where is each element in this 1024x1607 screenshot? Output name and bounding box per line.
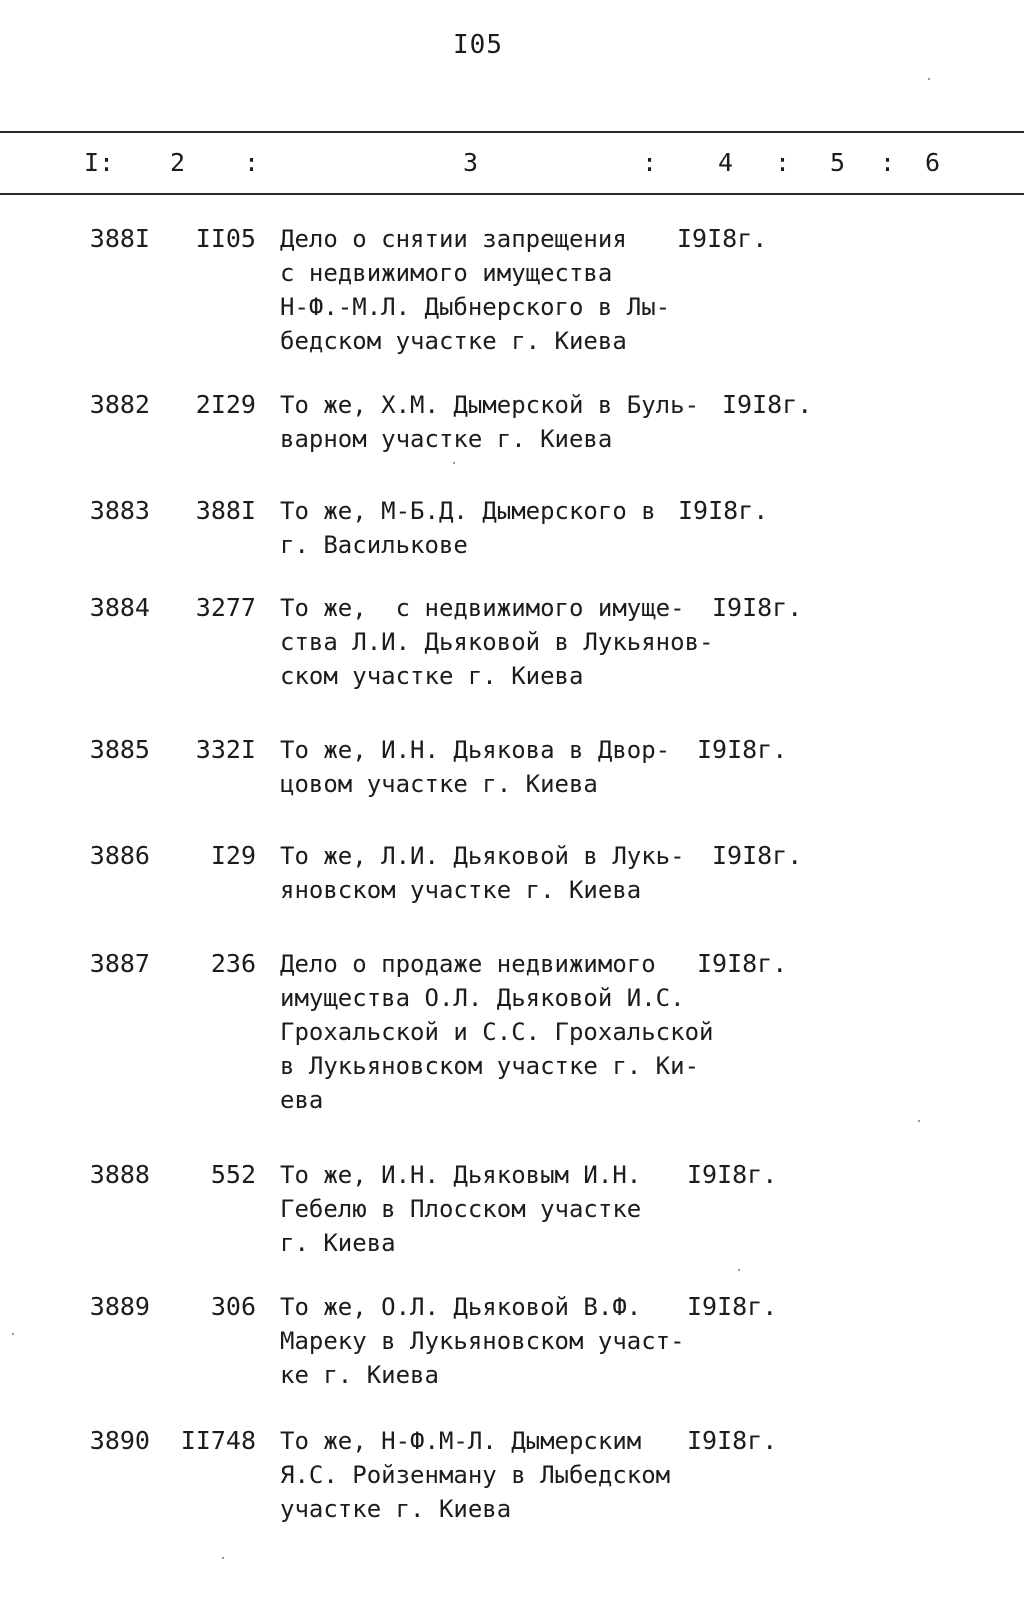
entry-year: I9I8г.	[678, 496, 769, 525]
entry-number: 3889	[89, 1292, 150, 1321]
entry-number: 3885	[89, 735, 150, 764]
entry-number: 388I	[89, 224, 150, 253]
entry-number: 3882	[89, 390, 150, 419]
description-line: То же, И.Н. Дьяковым И.Н.	[280, 1161, 642, 1189]
scan-speck	[12, 1333, 14, 1335]
column-separator: :	[880, 148, 896, 177]
column-header-3: 3	[463, 148, 479, 177]
entry-number: 3887	[89, 949, 150, 978]
entry-description	[280, 591, 760, 693]
description-line: участке г. Киева	[280, 1495, 512, 1523]
description-line: цовом участке г. Киева	[280, 770, 598, 798]
description-line: То же, Х.М. Дымерской в Буль-	[280, 391, 700, 419]
description-line: Мареку в Лукьяновском участ-	[280, 1327, 685, 1355]
scan-speck	[928, 78, 930, 80]
entry-number: 3888	[89, 1160, 150, 1189]
column-separator: :	[244, 148, 260, 177]
column-separator: :	[642, 148, 658, 177]
column-header-2: 2	[170, 148, 186, 177]
entry-year: I9I8г.	[712, 593, 803, 622]
file-number: 2I29	[195, 390, 256, 419]
file-number: 236	[210, 949, 256, 978]
file-number: 388I	[195, 496, 256, 525]
description-line: ке г. Киева	[280, 1361, 439, 1389]
column-header-4: 4	[718, 148, 734, 177]
scan-speck	[738, 1269, 740, 1271]
column-header-6: 6	[925, 148, 941, 177]
description-line: То же, И.Н. Дьякова в Двор-	[280, 736, 671, 764]
description-line: ства Л.И. Дьяковой в Лукьянов-	[280, 628, 714, 656]
description-line: ском участке г. Киева	[280, 662, 584, 690]
description-line: бедском участке г. Киева	[280, 327, 627, 355]
scan-speck	[918, 1120, 920, 1122]
page-number: I05	[453, 30, 503, 60]
description-line: г. Василькове	[280, 531, 468, 559]
description-line: Гебелю в Плосском участке	[280, 1195, 642, 1223]
entry-year: I9I8г.	[712, 841, 803, 870]
description-line: имущества О.Л. Дьяковой И.С.	[280, 984, 685, 1012]
description-line: То же, Н-Ф.М-Л. Дымерским	[280, 1427, 642, 1455]
entry-year: I9I8г.	[687, 1292, 778, 1321]
file-number: II05	[195, 224, 256, 253]
description-line: Н-Ф.-М.Л. Дыбнерского в Лы-	[280, 293, 671, 321]
entry-number: 3886	[89, 841, 150, 870]
column-header-1: I:	[84, 148, 115, 177]
description-line: То же, с недвижимого имуще-	[280, 594, 685, 622]
description-line: То же, О.Л. Дьяковой В.Ф.	[280, 1293, 642, 1321]
scan-speck	[453, 462, 455, 464]
description-line: с недвижимого имущества	[280, 259, 613, 287]
description-line: яновском участке г. Киева	[280, 876, 642, 904]
description-line: То же, Л.И. Дьяковой в Лукь-	[280, 842, 685, 870]
entry-year: I9I8г.	[677, 224, 768, 253]
column-separator: :	[775, 148, 791, 177]
entry-description	[280, 839, 760, 907]
entry-number: 3890	[89, 1426, 150, 1455]
description-line: То же, М-Б.Д. Дымерского в	[280, 497, 656, 525]
description-line: г. Киева	[280, 1229, 396, 1257]
column-header-5: 5	[830, 148, 846, 177]
file-number: 552	[210, 1160, 256, 1189]
entry-number: 3883	[89, 496, 150, 525]
entry-year: I9I8г.	[697, 735, 788, 764]
file-number: I29	[210, 841, 256, 870]
description-line: в Лукьяновском участке г. Ки-	[280, 1052, 700, 1080]
entry-description	[280, 388, 760, 456]
entry-description	[280, 733, 760, 801]
file-number: 306	[210, 1292, 256, 1321]
entry-year: I9I8г.	[697, 949, 788, 978]
file-number: 3277	[195, 593, 256, 622]
entry-year: I9I8г.	[687, 1426, 778, 1455]
header-bottom-rule	[0, 193, 1024, 195]
description-line: Дело о снятии запрещения	[280, 225, 627, 253]
description-line: ева	[280, 1086, 324, 1114]
entry-number: 3884	[89, 593, 150, 622]
description-line: варном участке г. Киева	[280, 425, 613, 453]
file-number: 332I	[195, 735, 256, 764]
entry-year: I9I8г.	[722, 390, 813, 419]
entry-description	[280, 947, 760, 1117]
description-line: Дело о продаже недвижимого	[280, 950, 656, 978]
description-line: Грохальской и С.С. Грохальской	[280, 1018, 714, 1046]
file-number: II748	[180, 1426, 256, 1455]
scan-speck	[222, 1557, 224, 1559]
description-line: Я.С. Ройзенману в Лыбедском	[280, 1461, 671, 1489]
entry-year: I9I8г.	[687, 1160, 778, 1189]
header-top-rule	[0, 131, 1024, 133]
